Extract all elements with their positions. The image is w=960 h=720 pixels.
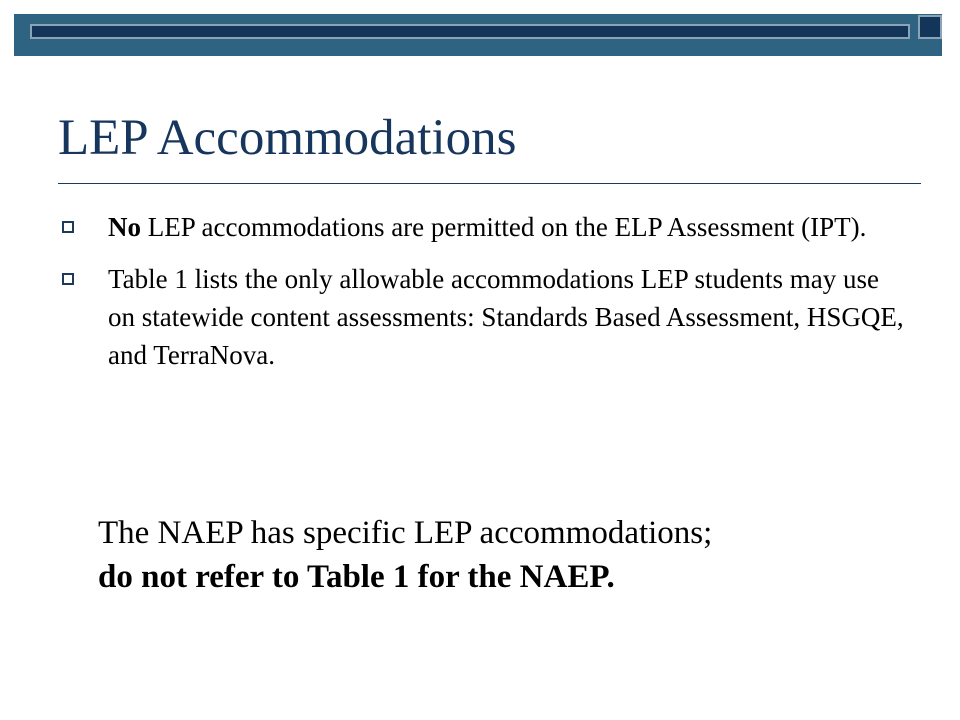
- bullet-item: [62, 260, 912, 374]
- square-bullet-icon: [62, 273, 74, 285]
- bullet-list: [62, 208, 912, 388]
- note-regular: The NAEP has specific LEP accommodations;: [98, 515, 713, 551]
- square-bullet-icon: [62, 221, 74, 233]
- slide-title: LEP Accommodations: [58, 110, 517, 166]
- bullet-text: Table 1 lists the only allowable accommodations LEP students may use on statewide content assessments: Standards Based Assessment, HSGQE, and TerraNova.: [108, 264, 904, 370]
- bullet-item: [62, 208, 912, 246]
- naep-note: [98, 511, 928, 599]
- title-divider: [58, 183, 921, 184]
- bullet-emphasis: No: [108, 212, 141, 242]
- header-decoration-corner-box: [918, 15, 942, 39]
- note-bold: do not refer to Table 1 for the NAEP.: [98, 559, 615, 595]
- bullet-text: LEP accommodations are permitted on the ELP Assessment (IPT).: [141, 212, 867, 242]
- header-decoration-inner-bar: [30, 24, 910, 39]
